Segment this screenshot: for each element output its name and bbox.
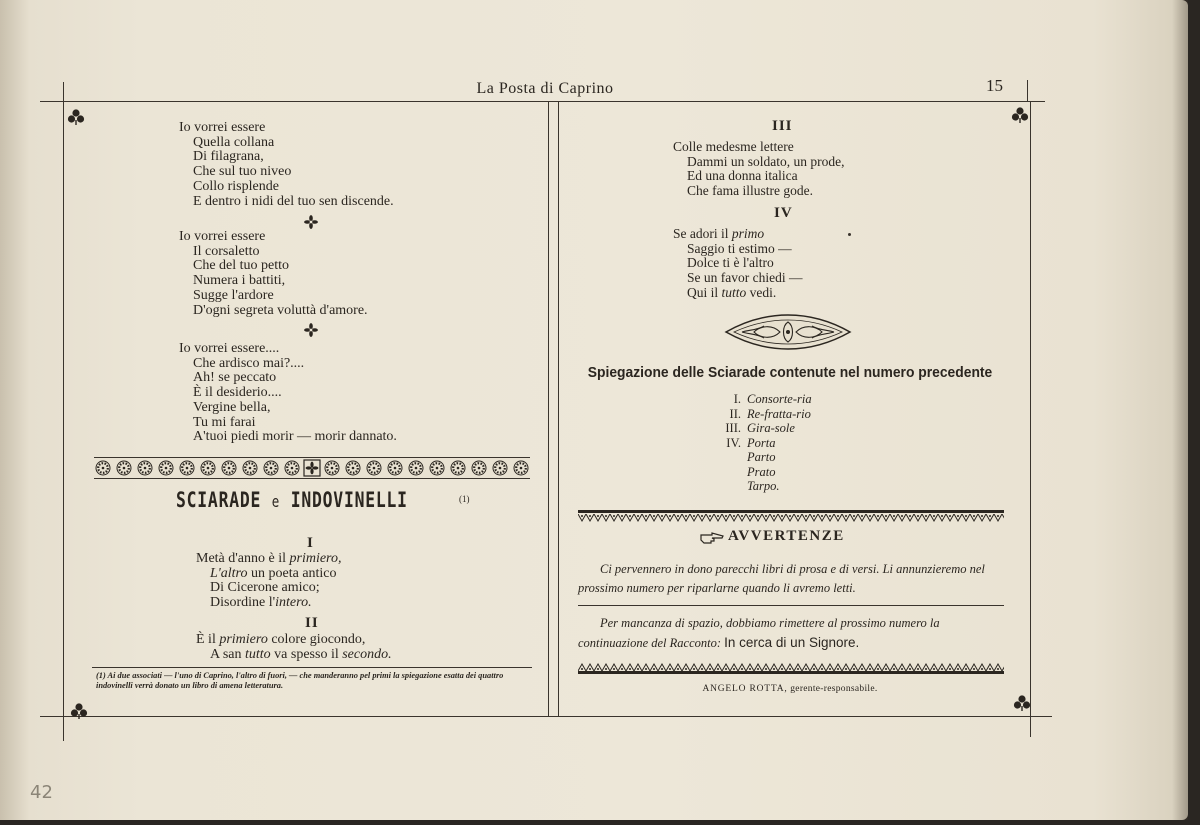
title-word: INDOVINELLI [290,488,408,512]
text-italic: secondo. [342,646,392,662]
right-frame-line [1030,101,1031,737]
text-italic: tutto [721,284,747,300]
poem-line: Io vorrei essere.... [179,341,280,356]
pointing-hand-icon [700,532,724,544]
poem-line: Di Cicerone amico; [210,580,320,596]
text-italic: primo [731,226,765,241]
answer-row [705,450,812,465]
sciarade-section-title [176,488,408,512]
sciarada-I [196,552,341,611]
text: È il [196,632,220,647]
header-tick-left [63,82,64,102]
answer-value: Gira-sole [747,421,795,435]
poem-line: E dentro i nidi del tuo sen discende. [193,193,394,209]
answer-number [705,479,747,494]
text: Qui il [687,284,722,300]
text: un poeta antico [247,565,337,581]
lace-border [578,514,1004,524]
poem-line: Che ardisco mai?.... [193,355,305,371]
sciarada-numeral: IV [774,205,793,221]
spiegazione-title: Spiegazione delle Sciarade contenute nel numero precedente [587,365,993,381]
answer-number: III. [725,421,741,435]
sciarada-numeral: I [307,535,314,551]
title-word: SCIARADE [176,488,262,512]
text: colore giocondo, [267,632,366,647]
poem-stanza [179,342,397,445]
sciarada-numeral: III [772,118,793,134]
poem-line: Che del tuo petto [193,258,290,274]
poem-line [196,648,392,663]
clover-ornament-icon [1011,106,1029,124]
footnote-ref: (1) [459,494,470,504]
poem-line: Vergine bella, [193,399,271,415]
asterism-star-icon [304,215,318,229]
text: Disordine l' [210,595,276,611]
poem-line: Che fama illustre gode. [687,183,813,199]
answer-value: Porta [747,435,776,450]
top-rule [40,101,1045,102]
answer-number: I. [733,392,741,406]
text: va spesso il [270,646,343,662]
sciarada-III [673,140,844,199]
footnote-rule [92,667,532,668]
ink-speck [848,233,851,236]
answer-row [705,465,812,480]
poem-line: Io vorrei essere [179,120,266,135]
thick-rule [578,510,1004,513]
answer-row [705,421,812,436]
answer-row [705,479,812,494]
text: A san [210,646,245,662]
poem-line: Di filagrana, [193,149,264,165]
answer-row [705,407,812,422]
editor-role: gerente-responsabile. [790,684,878,694]
poem-line: Se un favor chiedi — [687,270,803,286]
sciarada-IV [673,227,802,301]
header-tick-right [1027,80,1028,102]
poem-line: Sugge l'ardore [193,287,274,303]
text: Se adori il [673,226,732,241]
footnote-text: (1) Ai due associati — l'uno di Caprino, l'altro di fuori, — che manderanno pel primi la spiegazione esatta dei quattro indovinelli verrà donato un libro di amena letteratura. [96,671,504,690]
poem-line: È il desiderio.... [193,385,282,401]
answers-list [705,392,812,494]
page-number: 15 [986,76,1003,95]
poem-line [196,633,392,648]
poem-line: Dammi un soldato, un prode, [687,153,845,169]
poem-line: Che sul tuo niveo [193,164,292,180]
clover-ornament-icon [67,108,85,126]
poem-line: Dolce ti è l'altro [687,255,774,271]
poem-line: Collo risplende [193,178,279,194]
answer-number [705,450,747,465]
poem-stanza [179,121,394,209]
answer-value: Tarpo. [747,479,780,493]
poem-line: Ah! se peccato [193,370,277,386]
text-italic: primiero [219,632,268,647]
poem-line: Ed una donna italica [687,168,798,184]
poem-line: Il corsaletto [193,243,260,259]
page-edge-shadow [1172,0,1188,820]
poem-line: Numera i battiti, [193,273,286,289]
clover-ornament-icon [1013,694,1031,712]
answer-value: Consorte-ria [747,392,812,406]
poem-line [196,552,341,567]
title-conjunction: e [271,492,281,511]
answer-number: II. [729,406,741,421]
poem-line: Saggio ti estimo — [687,240,792,256]
left-frame-line [63,101,64,741]
answer-value: Parto [747,450,776,464]
pencil-page-mark: 42 [30,782,53,803]
editor-name: ANGELO ROTTA, [702,684,788,694]
text-italic: L'altro [210,565,248,581]
text-italic: tutto [245,646,271,662]
center-frame-line-b [558,101,559,716]
sciarada-II [196,633,392,662]
avvertenze-paragraph [578,614,1008,653]
answer-value: Re-fratta-rio [747,406,811,421]
poem-line: A'tuoi piedi morir — morir dannato. [193,429,397,445]
text-italic: intero. [275,595,312,611]
bottom-rule [40,716,1052,717]
poem-line [673,227,802,242]
poem-line: Io vorrei essere [179,229,266,244]
avvertenze-title: AVVERTENZE [728,528,845,544]
avvertenze-paragraph: Ci pervennero in dono parecchi libri di prosa e di versi. Li annunzieremo nel prossimo numero per riparlarne quando li avremo letti. [578,562,985,595]
filigree-ornament-icon [724,314,852,350]
sciarada-numeral: II [305,615,319,631]
text: vedi. [746,284,777,300]
answer-number [705,465,747,480]
poem-line [196,596,341,611]
poem-line: D'ogni segreta voluttà d'amore. [193,302,368,318]
story-title: In cerca di un Signore. [724,635,860,650]
answer-number: IV. [726,435,741,450]
editor-signature [580,684,1000,694]
lace-border [578,661,1004,671]
page-header-title: La Posta di Caprino [476,80,614,97]
answer-row [705,392,812,407]
poem-line: Tu mi farai [193,414,256,430]
center-frame-line-a [548,101,549,716]
clover-ornament-icon [70,702,88,720]
poem-line: Colle medesme lettere [673,139,794,154]
text-italic: primiero, [289,551,342,566]
asterism-star-icon [304,323,318,337]
poem-line [673,286,802,301]
separator-rule [578,605,1004,606]
answer-row [705,436,812,451]
rosette-border-band [94,457,530,479]
text: Metà d'anno è il [196,551,290,566]
poem-line [196,567,341,582]
poem-stanza [179,230,368,318]
poem-line: Quella collana [193,134,275,150]
thick-rule [578,671,1004,674]
notice-text: Per mancanza di spazio, dobbiamo rimettere al prossimo numero la continuazione del Racconto: [578,616,940,650]
answer-value: Prato [747,464,776,479]
